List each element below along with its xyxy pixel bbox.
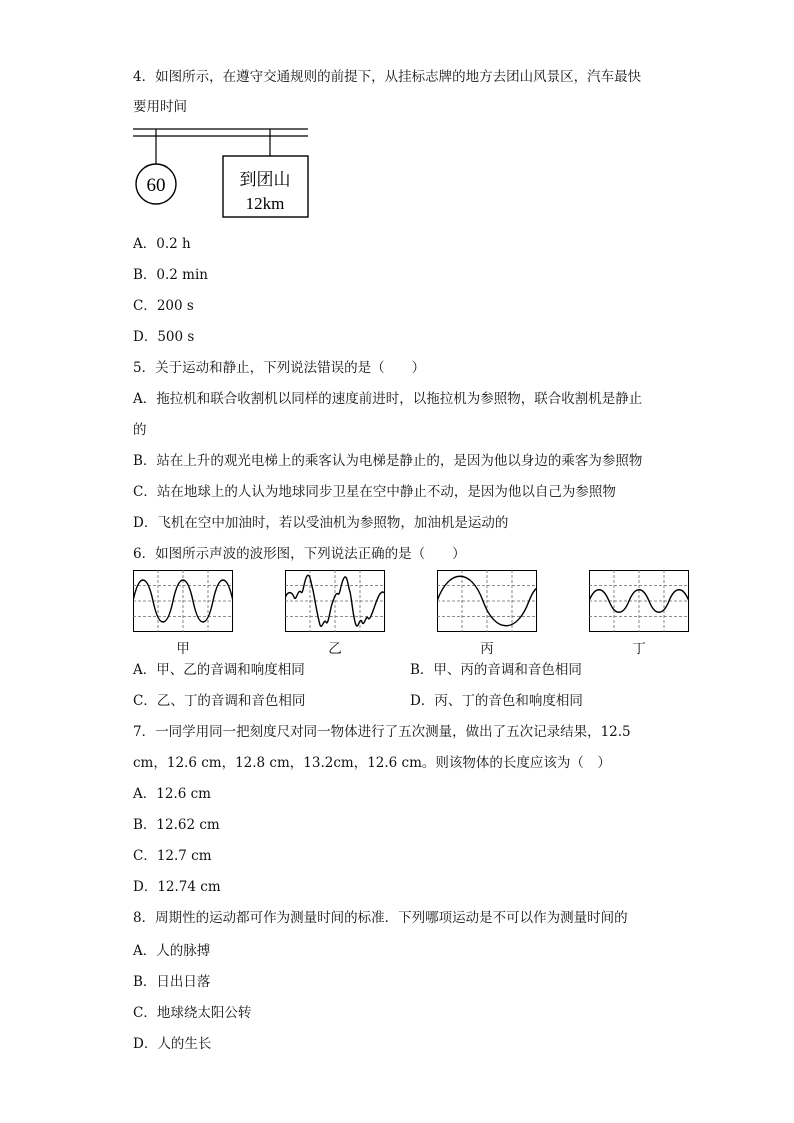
waveform-label-yi: 乙 (328, 641, 342, 657)
q8-stem: 8．周期性的运动都可作为测量时间的标准．下列哪项运动是不可以作为测量时间的 (133, 910, 628, 926)
q4-option-d: D．500 s (133, 329, 195, 345)
destination-name: 到团山 (239, 170, 291, 190)
q8-option-b: B．日出日落 (133, 974, 211, 990)
waveform-ding (589, 570, 689, 632)
waveform-bing (437, 570, 537, 632)
waveform-label-ding: 丁 (632, 641, 646, 657)
q4-stem-line1: 4．如图所示，在遵守交通规则的前提下，从挂标志牌的地方去团山风景区，汽车最快 (133, 69, 642, 85)
q5-option-a-line1: A．拖拉机和联合收割机以同样的速度前进时，以拖拉机为参照物，联合收割机是静止 (133, 391, 643, 407)
q7-option-b: B．12.62 cm (133, 817, 220, 833)
q8-option-c: C．地球绕太阳公转 (133, 1005, 252, 1021)
q6-stem: 6．如图所示声波的波形图，下列说法正确的是（ ） (133, 546, 466, 562)
speed-limit-value: 60 (146, 175, 166, 196)
q7-stem-line1: 7．一同学用同一把刻度尺对同一物体进行了五次测量，做出了五次记录结果，12.5 (133, 724, 631, 740)
waveform-label-bing: 丙 (480, 641, 494, 657)
waveform-yi (285, 570, 385, 632)
q6-option-a: A．甲、乙的音调和响度相同 (133, 662, 305, 678)
q4-option-a: A．0.2 h (133, 236, 191, 252)
q5-option-c: C．站在地球上的人认为地球同步卫星在空中静止不动，是因为他以自己为参照物 (133, 484, 616, 500)
q8-option-d: D．人的生长 (133, 1036, 212, 1052)
q4-option-b: B．0.2 min (133, 267, 208, 283)
q6-option-b: B．甲、丙的音调和音色相同 (410, 662, 582, 678)
q5-stem: 5．关于运动和静止，下列说法错误的是（ ） (133, 360, 426, 376)
waveform-jia (133, 570, 233, 632)
q6-option-c: C．乙、丁的音调和音色相同 (133, 693, 306, 709)
q7-option-c: C．12.7 cm (133, 848, 212, 864)
q5-option-a-line2: 的 (133, 422, 147, 438)
q7-option-d: D．12.74 cm (133, 879, 221, 895)
waveform-label-jia: 甲 (176, 641, 190, 657)
q4-stem-line2: 要用时间 (133, 99, 187, 115)
q7-option-a: A．12.6 cm (133, 786, 211, 802)
traffic-sign-figure (130, 124, 315, 224)
q6-option-d: D．丙、丁的音色和响度相同 (410, 693, 583, 709)
q8-option-a: A．人的脉搏 (133, 943, 211, 959)
q4-option-c: C．200 s (133, 298, 194, 314)
q5-option-d: D．飞机在空中加油时，若以受油机为参照物，加油机是运动的 (133, 515, 509, 531)
q7-stem-line2: cm，12.6 cm，12.8 cm，13.2cm，12.6 cm。则该物体的长度应该为（ ） (133, 755, 611, 771)
q5-option-b: B．站在上升的观光电梯上的乘客认为电梯是静止的，是因为他以身边的乘客为参照物 (133, 453, 643, 469)
destination-distance: 12km (245, 194, 285, 213)
